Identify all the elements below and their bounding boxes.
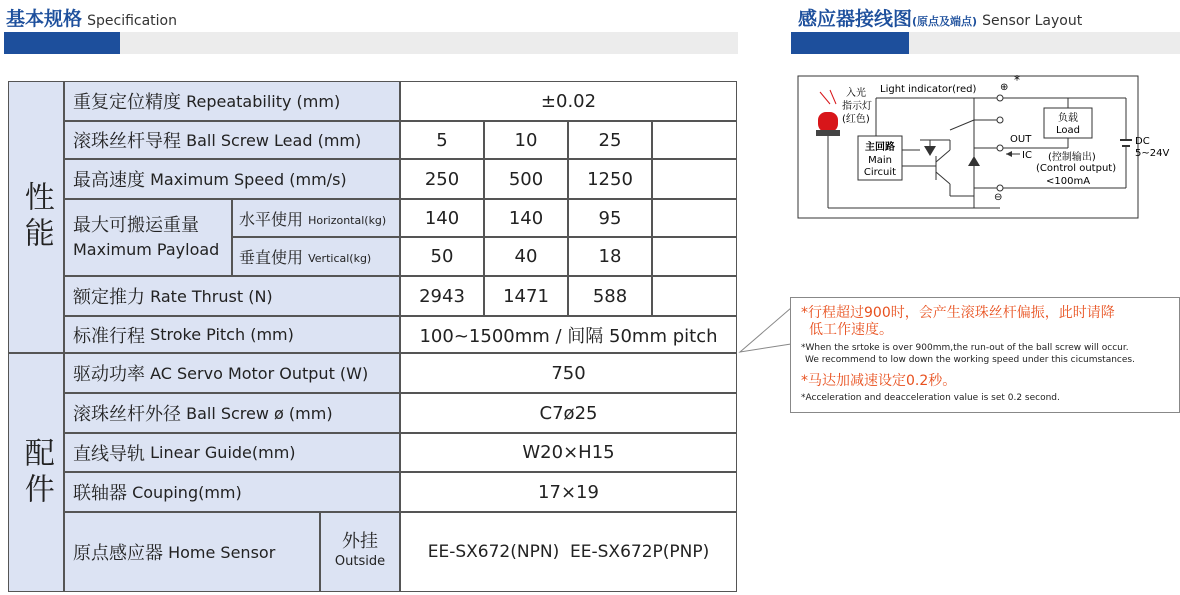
row-label-en: Maximum Speed (mm/s) (150, 169, 347, 189)
value-cell: 2943 (400, 276, 484, 316)
value-cell: 95 (568, 199, 652, 237)
row-label-cn: 标准行程 (73, 325, 145, 347)
light-indicator-label: Light indicator(red) (880, 84, 977, 95)
row-label-stroke-pitch (64, 316, 400, 353)
row-label-ball-screw-lead (64, 121, 400, 159)
value-cell-empty (652, 237, 737, 276)
value-stroke-pitch: 100~1500mm / 间隔 50mm pitch (400, 316, 737, 353)
sensor-wiring-diagram (790, 70, 1180, 226)
row-label-cn: 最高速度 (73, 170, 145, 191)
sensor-bar-accent (791, 32, 909, 54)
value-cell: 500 (484, 159, 568, 199)
category-accessories (8, 353, 64, 592)
category-performance (8, 81, 64, 353)
main-circuit-en1: Main (868, 155, 892, 166)
terminal-minus-icon: ⊖ (994, 192, 1003, 203)
value-motor-output: 750 (400, 353, 737, 393)
ic-label: IC (1022, 150, 1032, 161)
row-label-en: Rate Thrust (N) (150, 286, 273, 306)
lamp-label-3: (红色) (842, 114, 870, 125)
terminal-2 (997, 117, 1003, 123)
note-line1-en: *When the srtoke is over 900mm,the run-out of the ball screw will occur. (801, 343, 1129, 353)
lamp-label-2: 指示灯 (842, 101, 872, 112)
sub-label-cn: 水平使用 (239, 209, 304, 229)
value-cell-empty (652, 276, 737, 316)
sensor-title-sub: (原点及端点) (912, 15, 978, 28)
row-label-cn: 滚珠丝杆导程 (73, 131, 181, 152)
row-label-ball-screw-dia (64, 393, 400, 433)
sensor-title-en: Sensor Layout (982, 13, 1083, 29)
row-label-cn: 额定推力 (73, 287, 145, 308)
diode-icon (924, 146, 936, 156)
value-cell-empty (652, 199, 737, 237)
spec-title-cn: 基本规格 (6, 8, 83, 30)
terminal-plus-icon: ⊕ (1000, 82, 1009, 93)
sensor-bar (909, 32, 1180, 54)
sub-label-en: Horizontal(kg) (308, 213, 387, 227)
row-label-coupling (64, 472, 400, 512)
spec-header (6, 4, 177, 31)
row-label-cn: 联轴器 (73, 483, 127, 504)
value-cell-empty (652, 159, 737, 199)
row-label-repeatability (64, 81, 400, 121)
load-label-en: Load (1056, 125, 1080, 136)
note-line3-en: *Acceleration and deacceleration value is set 0.2 second. (801, 393, 1060, 403)
value-coupling: 17×19 (400, 472, 737, 512)
sub-label-cn: 外挂 (342, 531, 378, 552)
sensor-header (798, 4, 1082, 31)
header-bar (120, 32, 738, 54)
row-label-cn: 最大可搬运重量 (73, 214, 199, 236)
zener-icon (968, 156, 980, 166)
value-cell-empty (652, 121, 737, 159)
value-linear-guide: W20×H15 (400, 433, 737, 472)
value-cell: 250 (400, 159, 484, 199)
value-ball-screw-dia: C7ø25 (400, 393, 737, 433)
row-label-en: Maximum Payload (73, 239, 220, 259)
row-label-en: Home Sensor (168, 542, 276, 562)
terminal-out (997, 145, 1003, 151)
value-home-sensor: EE-SX672(NPN) EE-SX672P(PNP) (400, 512, 737, 592)
row-label-en: Stroke Pitch (mm) (150, 325, 294, 344)
main-circuit-cn: 主回路 (865, 142, 895, 153)
row-label-cn: 重复定位精度 (73, 92, 181, 113)
value-cell: 50 (400, 237, 484, 276)
row-label-linear-guide (64, 433, 400, 472)
terminal-3 (997, 185, 1003, 191)
row-label-max-speed (64, 159, 400, 199)
main-circuit-en2: Circuit (863, 167, 897, 178)
sub-label-cn: 垂直使用 (239, 248, 304, 267)
note-box (790, 297, 1180, 413)
spec-title-en: Specification (87, 13, 177, 29)
row-label-en: Repeatability (mm) (186, 91, 341, 111)
value-cell: 588 (568, 276, 652, 316)
arrow-left-icon (1006, 151, 1012, 157)
value-cell: 18 (568, 237, 652, 276)
load-label-cn: 负载 (1058, 113, 1078, 124)
note-line2-cn: 低工作速度。 (809, 322, 893, 338)
row-label-en: AC Servo Motor Output (W) (150, 363, 369, 383)
sub-label-en: Outside (334, 554, 386, 569)
sub-label-outside (320, 512, 400, 592)
terminal-1 (997, 95, 1003, 101)
out-label: OUT (1010, 134, 1032, 145)
row-label-max-payload (64, 199, 232, 276)
header-bar-accent (4, 32, 120, 54)
category-performance-label: 性能 (18, 181, 54, 253)
sensor-title-cn: 感应器接线图 (798, 8, 913, 30)
sub-label-horizontal (232, 199, 400, 237)
voltage-label: 5~24V (1135, 148, 1170, 159)
callout-pointer (738, 300, 794, 360)
row-label-cn: 驱动功率 (73, 364, 145, 385)
value-repeatability: ±0.02 (400, 81, 737, 121)
lamp-label-1: 入光 (846, 88, 866, 99)
value-cell: 140 (484, 199, 568, 237)
row-label-cn: 滚珠丝杆外径 (73, 404, 181, 425)
row-label-en: Ball Screw Lead (mm) (186, 130, 362, 150)
indicator-lamp-icon (816, 90, 840, 152)
sub-label-en: Vertical(kg) (308, 252, 372, 265)
note-line1-cn: *行程超过900时，会产生滚珠丝杆偏振，此时请降 (801, 305, 1115, 321)
value-cell: 25 (568, 121, 652, 159)
note-line3-cn: *马达加减速设定0.2秒。 (801, 373, 957, 389)
row-label-en: Linear Guide(mm) (150, 443, 296, 462)
value-cell: 1250 (568, 159, 652, 199)
row-label-rate-thrust (64, 276, 400, 316)
row-label-cn: 原点感应器 (73, 543, 163, 564)
row-label-motor-output (64, 353, 400, 393)
value-cell: 1471 (484, 276, 568, 316)
value-cell: 5 (400, 121, 484, 159)
star-mark: * (1014, 73, 1020, 87)
ctrl-output-en: (Control output) (1036, 163, 1117, 174)
note-line2-en: We recommend to low down the working speed under this cicumstances. (805, 355, 1135, 365)
value-cell: 40 (484, 237, 568, 276)
row-label-en: Couping(mm) (132, 482, 242, 502)
row-label-en: Ball Screw ø (mm) (186, 403, 333, 423)
ctrl-output-cn: (控制输出) (1048, 152, 1096, 163)
value-cell: 10 (484, 121, 568, 159)
sub-label-vertical (232, 237, 400, 276)
row-label-cn: 直线导轨 (73, 443, 145, 465)
category-accessories-label: 配件 (18, 436, 54, 509)
current-label: <100mA (1046, 176, 1091, 187)
row-label-home-sensor (64, 512, 320, 592)
dc-label: DC (1135, 136, 1150, 147)
value-cell: 140 (400, 199, 484, 237)
